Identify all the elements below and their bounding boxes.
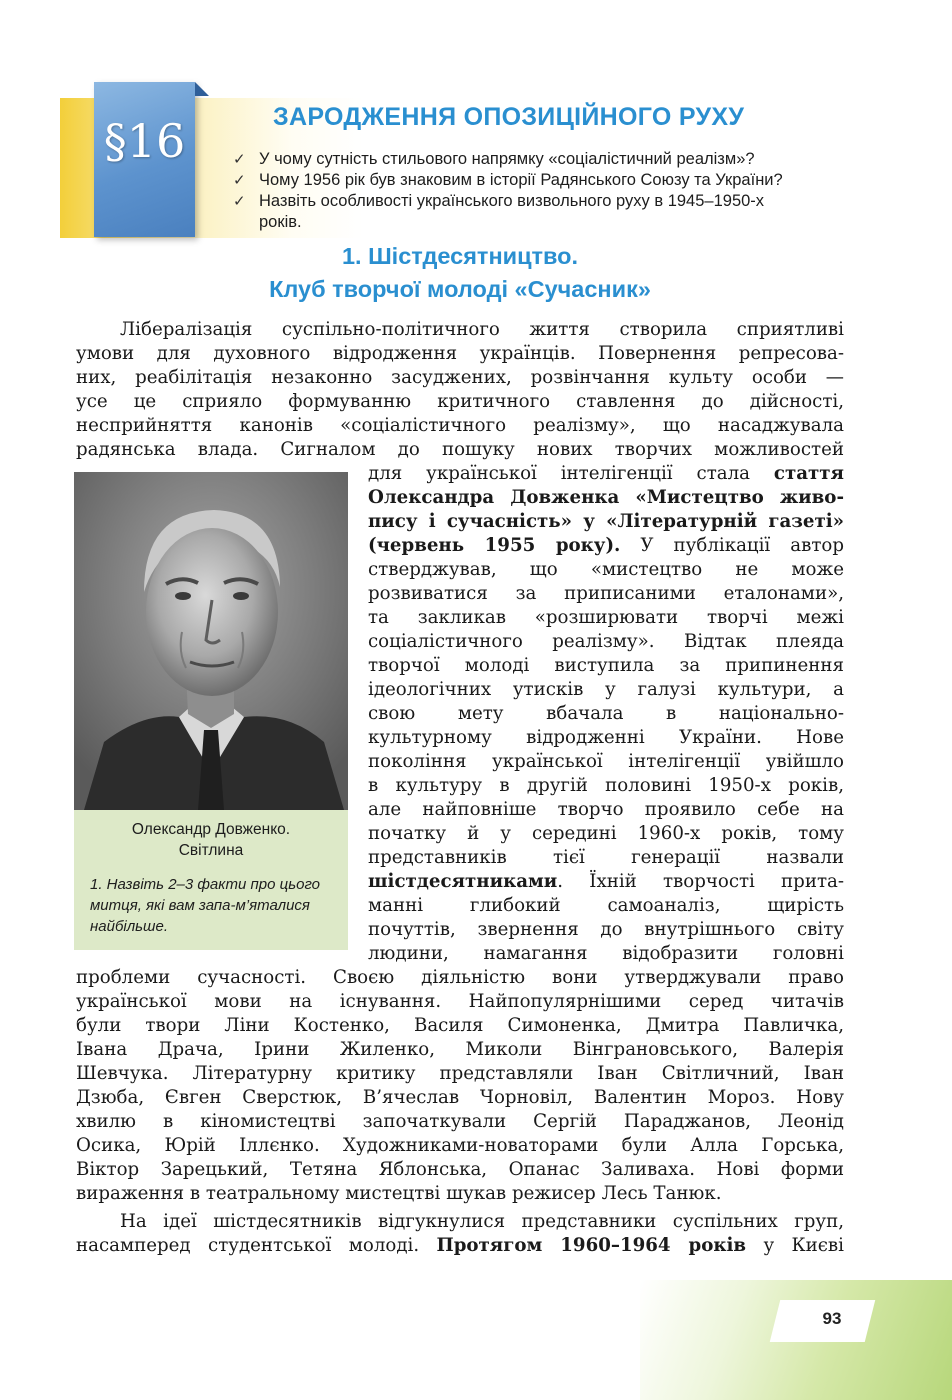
text-line: покоління української інтелігенції увійшло bbox=[368, 751, 844, 772]
text-line: української мови на існування. Найпопулярнішими серед читачів bbox=[76, 991, 844, 1012]
text-line: початку й у середині 1960-х років, тому bbox=[368, 823, 844, 844]
text-line: культурному відродженні України. Нове bbox=[368, 727, 844, 748]
text-line bbox=[368, 870, 844, 894]
review-questions bbox=[233, 149, 853, 233]
text-line: стверджував, що «мистецтво не може bbox=[368, 559, 844, 580]
question-item-continuation bbox=[233, 212, 853, 233]
text-line: Дзюба, Євген Сверстюк, В’ячеслав Чорновіл, Валентин Мороз. Нову bbox=[76, 1087, 844, 1108]
text-line bbox=[368, 486, 844, 510]
caption-line: Світлина bbox=[178, 842, 244, 859]
question-item bbox=[233, 170, 853, 191]
lesson-title: ЗАРОДЖЕННЯ ОПОЗИЦІЙНОГО РУХУ bbox=[273, 103, 745, 131]
text-line bbox=[368, 534, 844, 558]
text-line: представників тієї генерації назвали bbox=[368, 847, 844, 868]
page-number: 93 bbox=[822, 1309, 842, 1328]
text-line: але найповніше творчо проявило себе на bbox=[368, 799, 844, 820]
text-line: людини, намагання відобразити головні bbox=[368, 943, 844, 964]
question-item bbox=[233, 191, 853, 212]
question-text: років. bbox=[259, 213, 302, 231]
text-line: проблеми сучасності. Своєю діяльністю вони утверджували право bbox=[76, 967, 844, 988]
figure-task: 1. Назвіть 2–3 факти про цього митця, які вам запа-м’яталися найбільше. bbox=[90, 876, 321, 935]
text-line: Лібералізація суспільно-політичного життя створила сприятливі bbox=[120, 319, 844, 340]
portrait-illustration bbox=[74, 472, 348, 810]
text-line: соціалістичного реалізму». Відтак плеяда bbox=[368, 631, 844, 652]
text-line: вираження в театральному мистецтві шукав режисер Лесь Танюк. bbox=[76, 1183, 722, 1204]
text-line: розвиватися за приписаними еталонами», bbox=[368, 583, 844, 604]
bold-text: Протягом 1960–1964 років bbox=[436, 1235, 747, 1256]
question-text: Чому 1956 рік був знаковим в історії Радянського Союзу та України? bbox=[259, 171, 783, 189]
section-title: 1. Шістдесятництво. bbox=[341, 243, 579, 269]
text-line: Івана Драча, Ірини Жиленко, Миколи Вінграновського, Валерія bbox=[76, 1039, 844, 1060]
figure-caption bbox=[74, 819, 348, 861]
text-line: умови для духовного відродження українців. Повернення репресова- bbox=[76, 343, 844, 364]
text-line: Осика, Юрій Іллєнко. Художниками-новаторами були Алла Горська, bbox=[76, 1135, 844, 1156]
text-line: хвилю в кіномистецтві започаткували Сергій Параджанов, Леонід bbox=[76, 1111, 844, 1132]
section-subtitle: Клуб творчої молоді «Сучасник» bbox=[269, 276, 651, 302]
text-line: в культуру в другій половині 1950-х років, bbox=[368, 775, 844, 796]
text-run: насамперед студентської молоді. bbox=[76, 1235, 437, 1256]
text-line bbox=[368, 510, 844, 534]
question-text: Назвіть особливості українського визвольного руху в 1945–1950-х bbox=[259, 192, 765, 210]
check-icon: ✓ bbox=[233, 151, 246, 168]
text-run: У публікації автор bbox=[620, 535, 844, 556]
text-line bbox=[368, 462, 844, 486]
portrait-photo bbox=[74, 472, 348, 810]
paragraph-tab bbox=[94, 82, 195, 237]
text-line: почуттів, звернення до внутрішнього світу bbox=[368, 919, 844, 940]
bold-text: пису і сучасність» у «Літературній газеті» bbox=[368, 511, 844, 532]
check-icon: ✓ bbox=[233, 193, 246, 210]
text-run: для української інтелігенції стала bbox=[368, 463, 774, 484]
question-item bbox=[233, 149, 853, 170]
paragraph-number: §16 bbox=[103, 114, 186, 168]
bold-text: Олександра Довженка «Мистецтво живо- bbox=[368, 487, 844, 508]
bold-text: шістдесятниками bbox=[368, 871, 558, 892]
figure-box bbox=[74, 472, 348, 950]
text-line: були твори Ліни Костенко, Василя Симоненка, Дмитра Павличка, bbox=[76, 1015, 844, 1036]
bold-text: стаття bbox=[773, 463, 844, 484]
question-text: У чому сутність стильового напрямку «соціалістичний реалізм»? bbox=[259, 150, 755, 168]
text-line: них, реабілітація незаконно засуджених, розвінчання культу особи — bbox=[76, 367, 844, 388]
text-line bbox=[76, 1234, 844, 1258]
text-line: манні глибокий самоаналіз, щирість bbox=[368, 895, 844, 916]
text-line: радянська влада. Сигналом до пошуку нових творчих можливостей bbox=[76, 439, 844, 460]
text-line: Шевчука. Літературну критику представляли Іван Світличний, Іван bbox=[76, 1063, 844, 1084]
text-run: . Їхній творчості прита- bbox=[557, 871, 844, 892]
text-line: ідеологічних утисків у галузі культури, а bbox=[368, 679, 844, 700]
bold-text: (червень 1955 року). bbox=[368, 535, 621, 556]
text-line: На ідеї шістдесятників відгукнулися представники суспільних груп, bbox=[120, 1211, 844, 1232]
text-line: несприйняття канонів «соціалістичного реалізму», що насаджувала bbox=[76, 415, 844, 436]
text-line: Віктор Зарецький, Тетяна Яблонська, Опанас Заливаха. Нові форми bbox=[76, 1159, 844, 1180]
text-line: усе це сприяло формуванню критичного ставлення до дійсності, bbox=[76, 391, 844, 412]
text-line: свою мету вбачала в національно- bbox=[368, 703, 844, 724]
check-icon: ✓ bbox=[233, 172, 246, 189]
caption-line: Олександр Довженко. bbox=[131, 821, 291, 838]
text-run: у Києві bbox=[746, 1235, 844, 1256]
text-line: та закликав «розширювати творчі межі bbox=[368, 607, 844, 628]
text-line: творчої молоді виступила за припинення bbox=[368, 655, 844, 676]
